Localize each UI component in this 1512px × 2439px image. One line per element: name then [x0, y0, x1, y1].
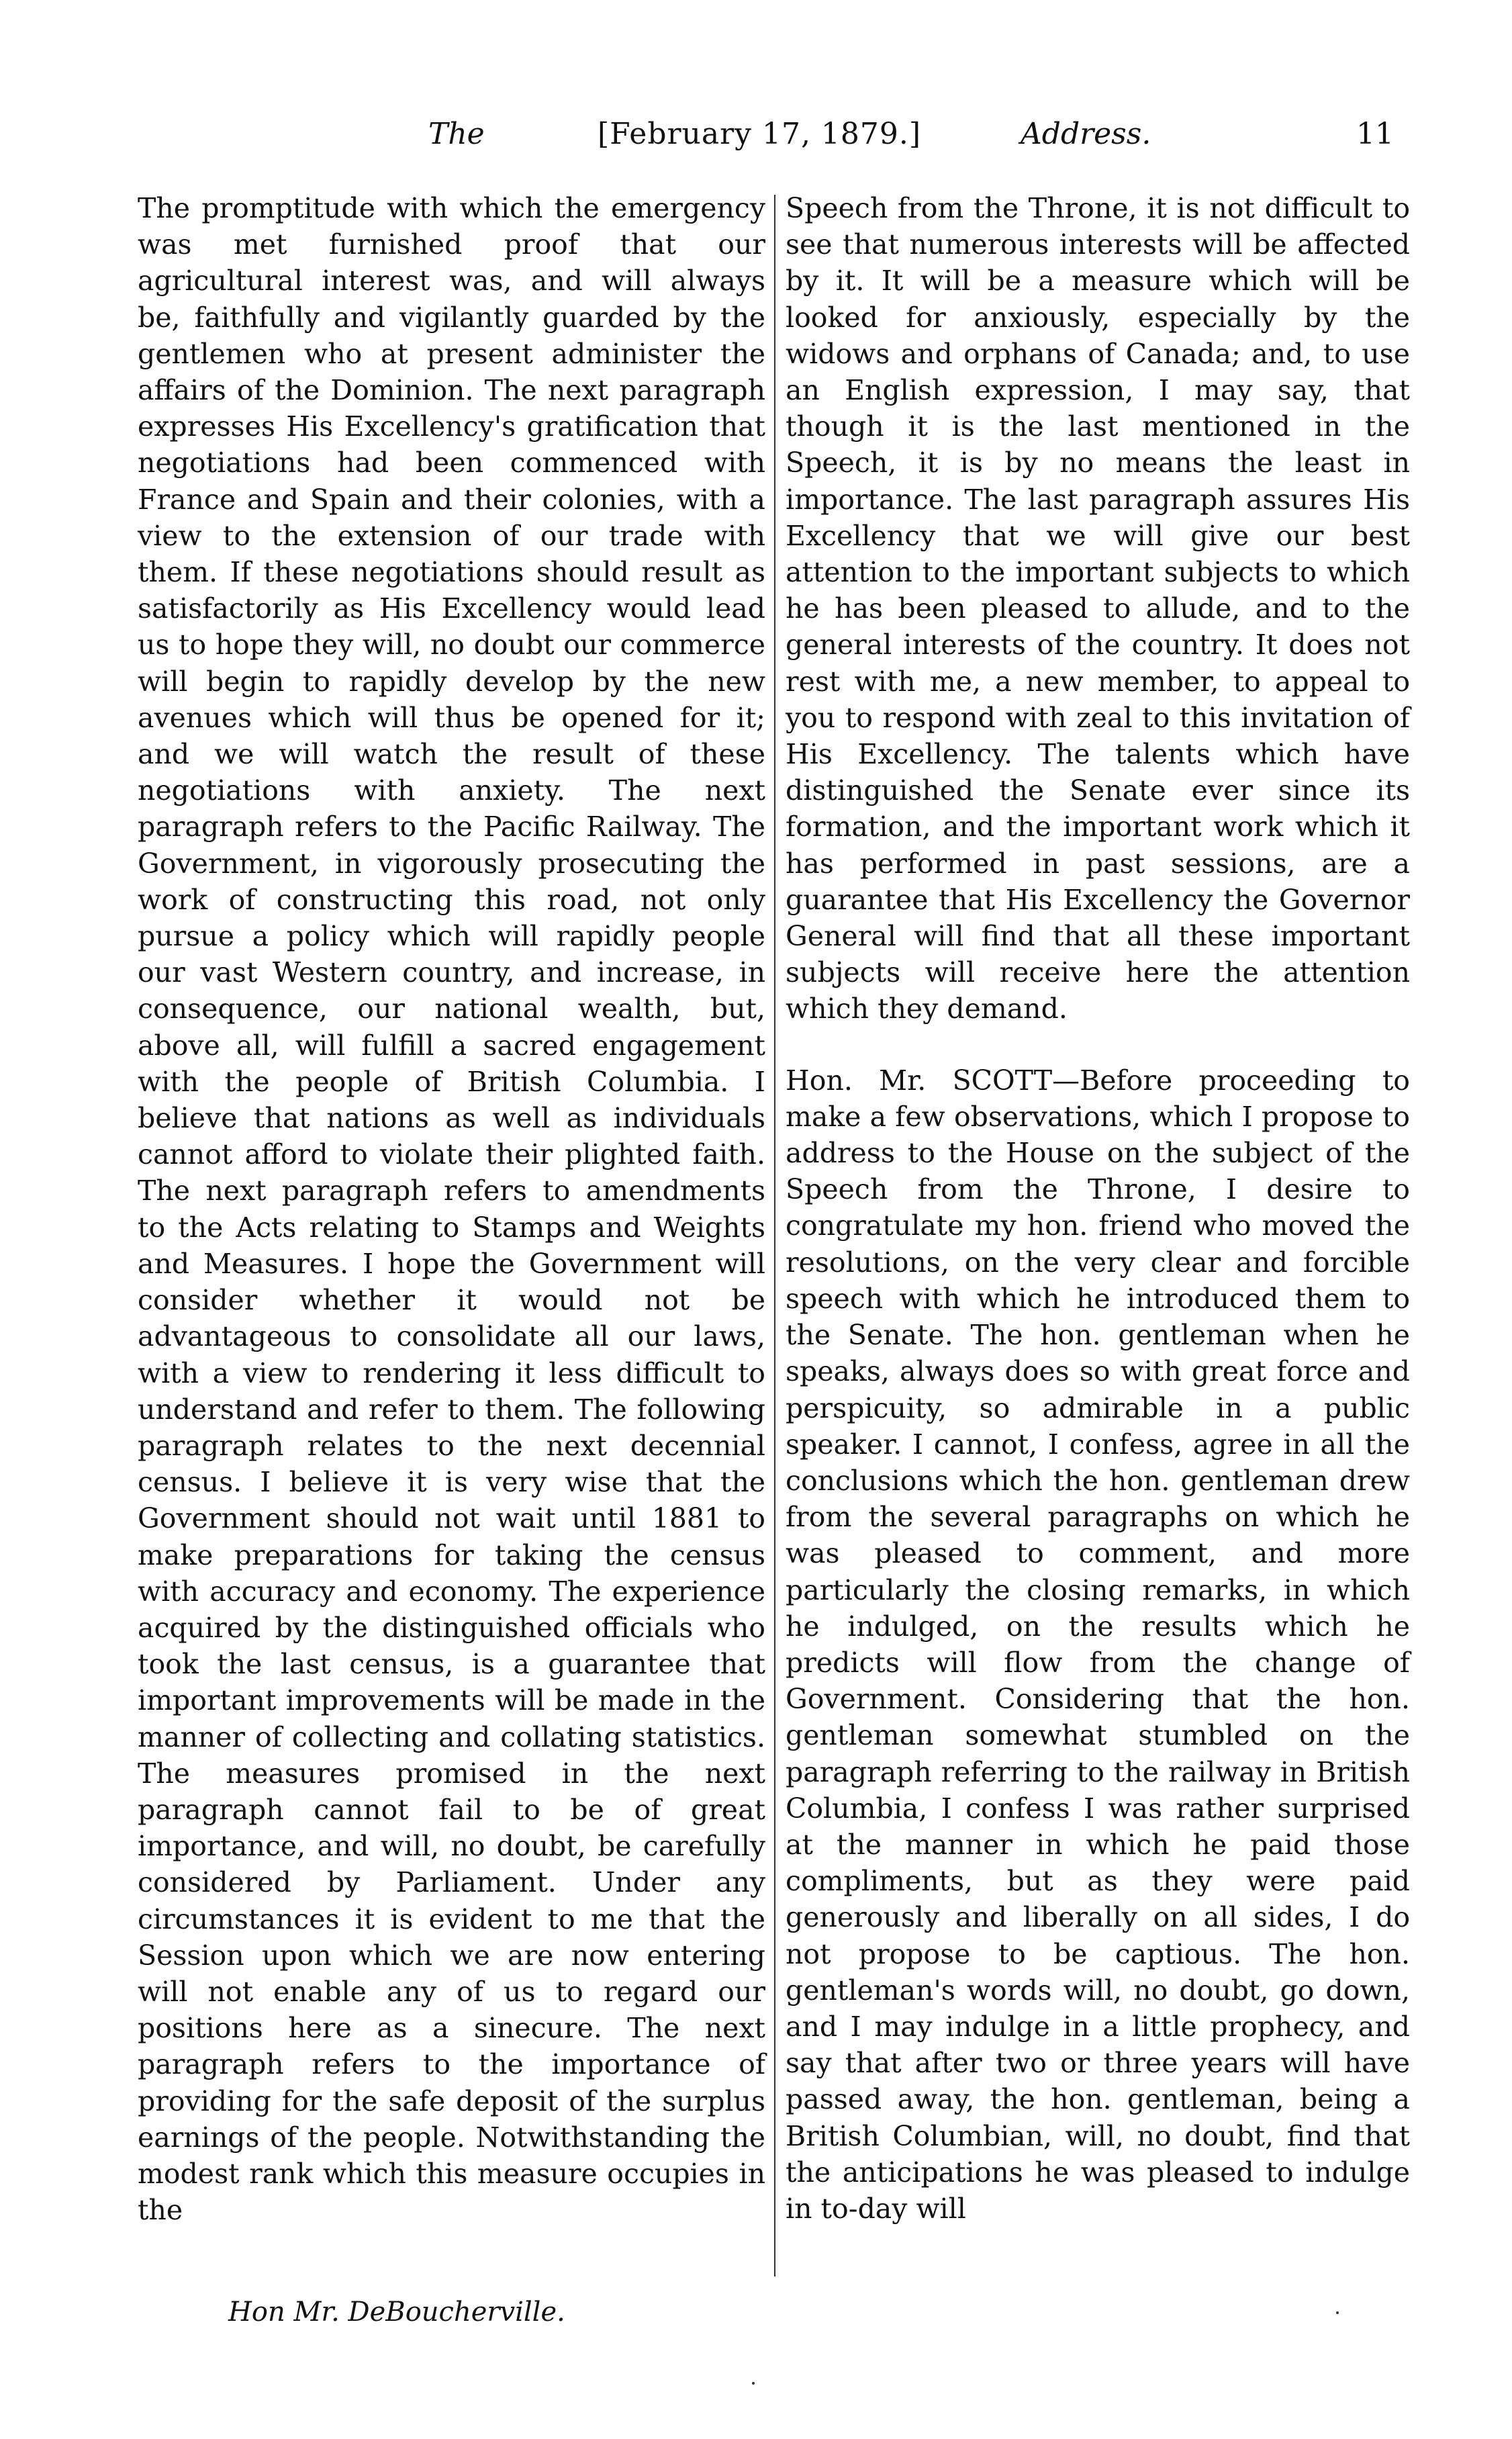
page-number: 11 — [1356, 117, 1394, 151]
header-right: Address. — [1021, 117, 1151, 151]
header-date: [February 17, 1879.] — [598, 117, 922, 151]
column-divider — [774, 195, 775, 2276]
left-column — [138, 190, 765, 2228]
right-column-paragraph-2: Hon. Mr. SCOTT—Before proceeding to make a few observations, which I propose to address to the House on the subject of the Speech from the Throne, I desire to congratulate my hon. friend who moved the resolutions, on the very clear and forcible speech with which he introduced them to the Senate. The hon. gentleman when he speaks, always does so with great force and perspicuity, so admirable in a public speaker. I cannot, I confess, agree in all the conclusions which the hon. gentleman drew from the several paragraphs on which he was pleased to comment, and more particularly the closing remarks, in which he indulged, on the results which he predicts will flow from the change of Government. Considering that the hon. gentleman somewhat stumbled on the paragraph referring to the railway in British Columbia, I confess I was rather surprised at the manner in which he paid those compliments, but as they were paid generously and liberally on all sides, I do not propose to be captious. The hon. gentleman's words will, no doubt, go down, and I may indulge in a little prophecy, and say that after two or three years will have passed away, the hon. gentleman, being a British Columbian, will, no doubt, find that the anticipations he was pleased to indulge in to-day will — [786, 1064, 1410, 2225]
print-speck — [1336, 2311, 1339, 2314]
right-column — [786, 190, 1410, 2227]
header-left: The — [428, 117, 485, 151]
print-speck — [752, 2382, 755, 2385]
page-header — [403, 114, 1397, 161]
footer-speaker: Hon Mr. DeBoucherville. — [228, 2297, 565, 2328]
right-column-paragraph-1: Speech from the Throne, it is not difficult to see that numerous interests will be affected by it. It will be a measure which will be looked for anxiously, especially by the widows and orphans of Canada; and, to use an English expression, I may say, that though it is the last mentioned in the Speech, it is by no means the least in importance. The last paragraph assures His Excellency that we will give our best attention to the important subjects to which he has been pleased to allude, and to the general interests of the country. It does not rest with me, a new member, to appeal to you to respond with zeal to this invitation of His Excellency. The talents which have distinguished the Senate ever since its formation, and the important work which it has performed in past sessions, are a guarantee that His Excellency the Governor General will find that all these important subjects will receive here the attention which they demand. — [786, 192, 1410, 1025]
left-column-paragraph: The promptitude with which the emergency was met furnished proof that our agricultural interest was, and will always be, faithfully and vigilantly guarded by the gentlemen who at present administer the affairs of the Dominion. The next paragraph expresses His Excellency's gratification that negotiations had been commenced with France and Spain and their colonies, with a view to the extension of our trade with them. If these negotiations should result as satisfactorily as His Excellency would lead us to hope they will, no doubt our commerce will begin to rapidly develop by the new avenues which will thus be opened for it; and we will watch the result of these negotiations with anxiety. The next paragraph refers to the Pacific Railway. The Government, in vigorously prosecuting the work of constructing this road, not only pursue a policy which will rapidly people our vast Western country, and increase, in consequence, our national wealth, but, above all, will fulfill a sacred engagement with the people of British Columbia. I believe that nations as well as individuals cannot afford to violate their plighted faith. The next paragraph refers to amendments to the Acts relating to Stamps and Weights and Measures. I hope the Government will consider whether it would not be advantageous to consolidate all our laws, with a view to rendering it less difficult to understand and refer to them. The following paragraph relates to the next decennial census. I believe it is very wise that the Government should not wait until 1881 to make preparations for taking the census with accuracy and economy. The experience acquired by the distinguished officials who took the last census, is a guarantee that important improvements will be made in the manner of collecting and collating statistics. The measures promised in the next paragraph cannot fail to be of great importance, and will, no doubt, be carefully considered by Parliament. Under any circumstances it is evident to me that the Session upon which we are now entering will not enable any of us to regard our positions here as a sinecure. The next paragraph refers to the importance of providing for the safe deposit of the surplus earnings of the people. Notwithstanding the modest rank which this measure occupies in the — [138, 192, 765, 2227]
